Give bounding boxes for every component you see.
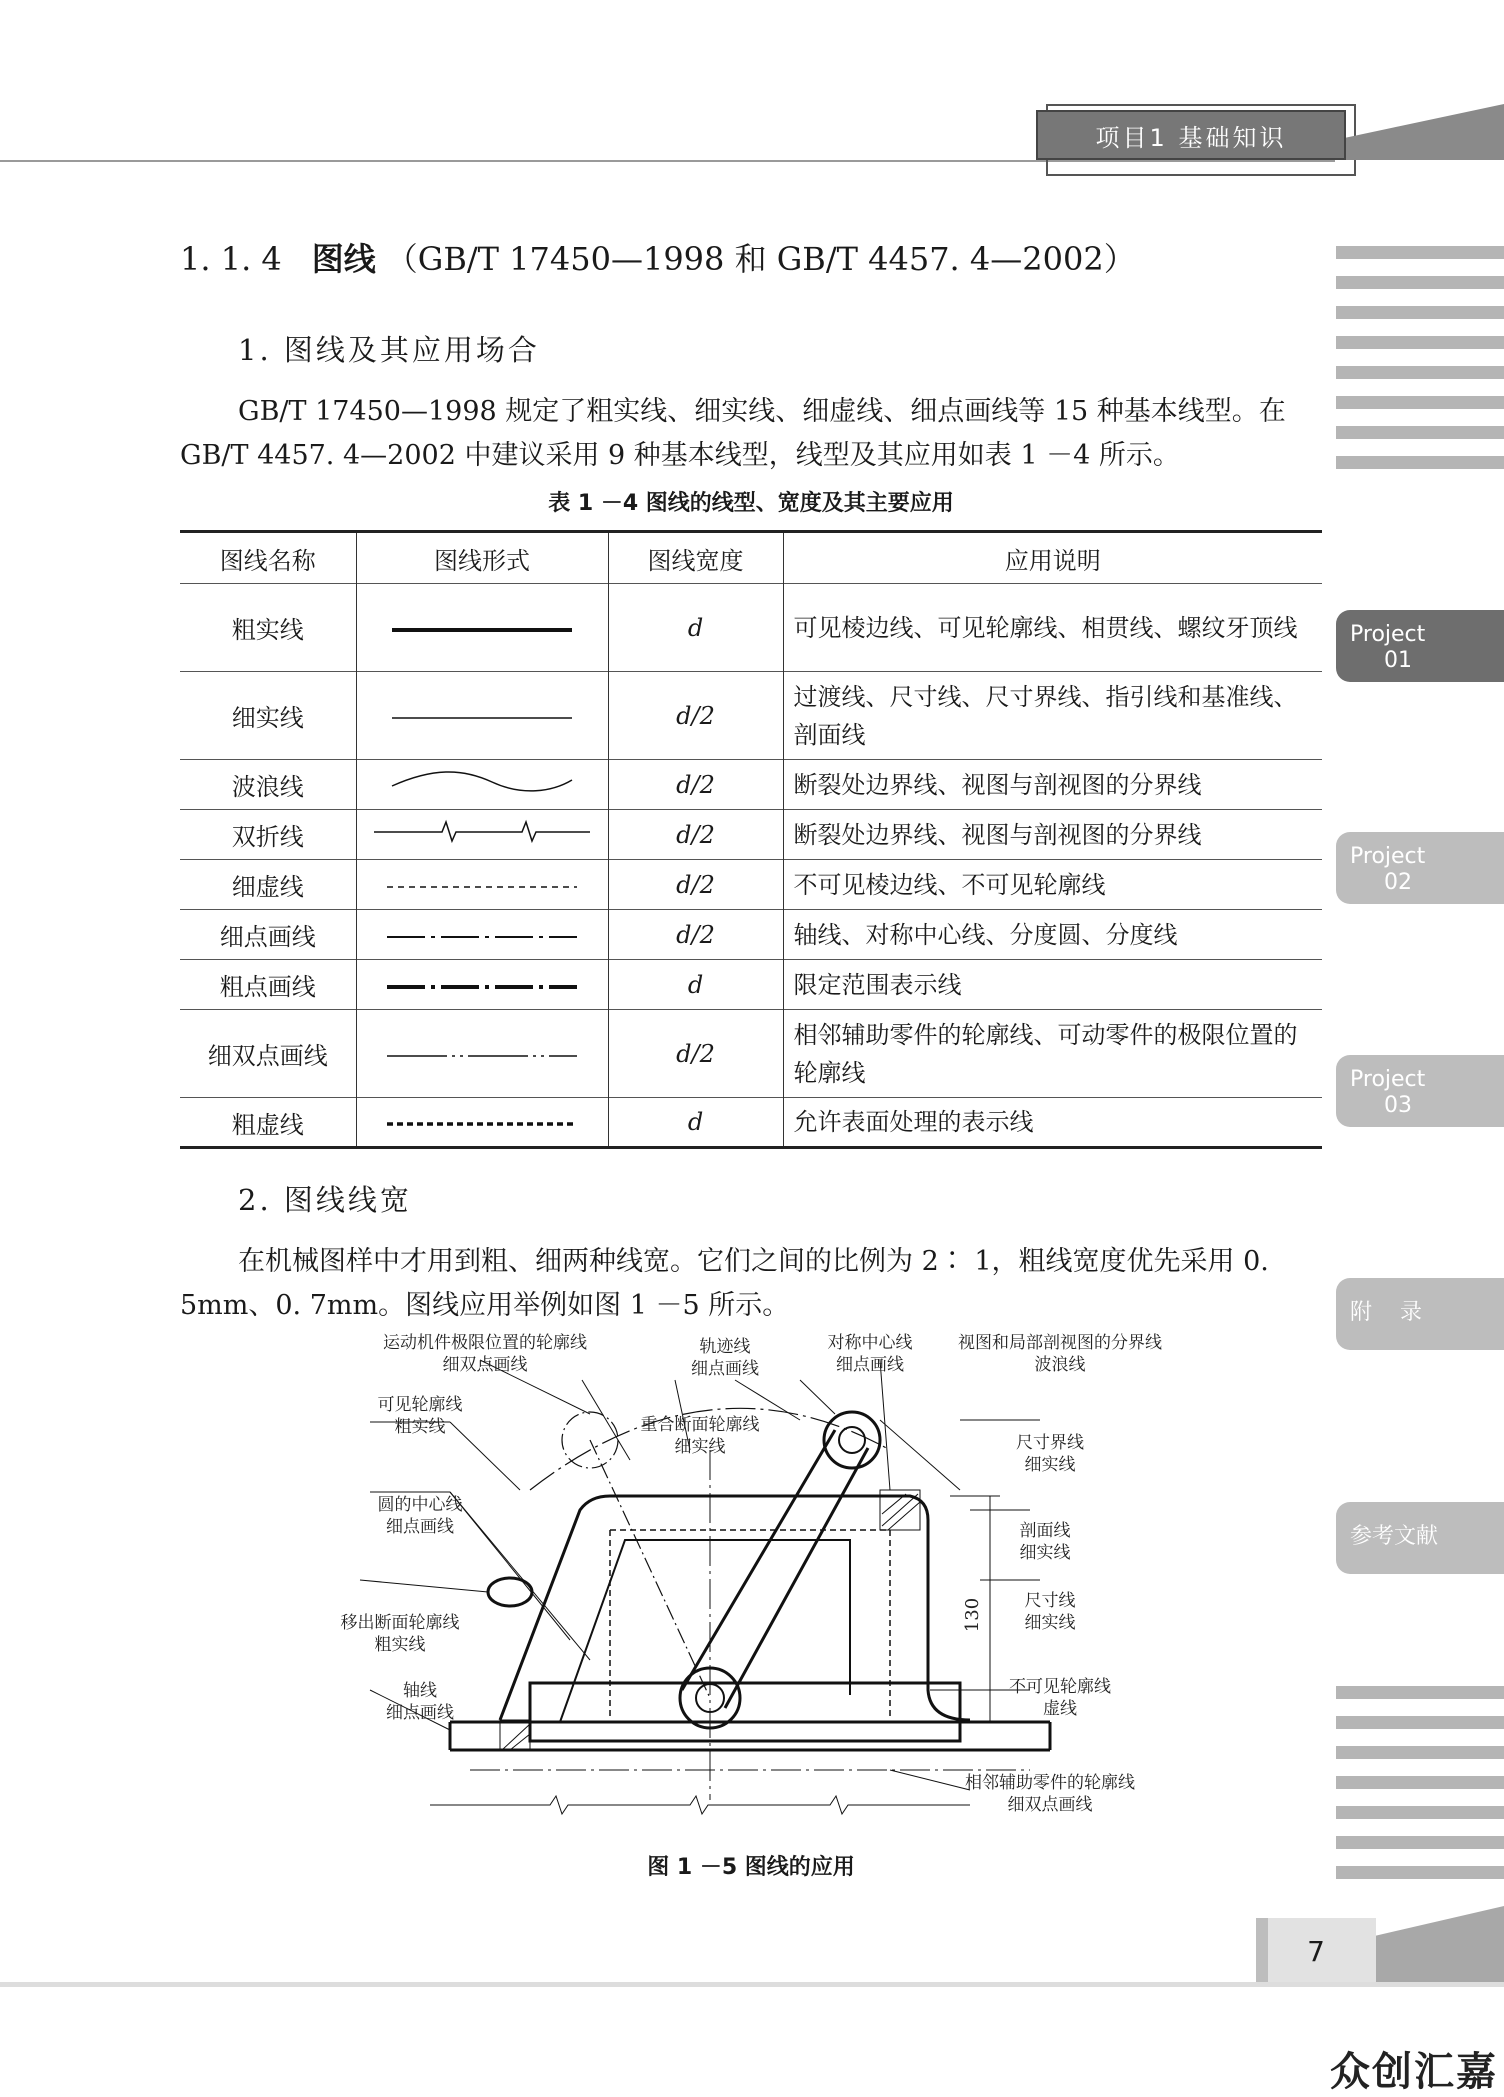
- footer-rule: [0, 1982, 1504, 1987]
- stripe-decoration: [1336, 1836, 1504, 1849]
- stripe-decoration: [1336, 306, 1504, 319]
- section-number: 1. 1. 4: [180, 240, 282, 278]
- figure-caption: 图 1 －5 图线的应用: [647, 1855, 855, 1880]
- paragraph-1: GB/T 17450—1998 规定了粗实线、细实线、细虚线、细点画线等 15 种基本线型。在 GB/T 4457. 4—2002 中建议采用 9 种基本线型，线型及其应用如表 1 －4 所示。: [180, 396, 1286, 471]
- double-break-line-sample: [372, 819, 592, 845]
- figure-label: 重合断面轮廓线: [640, 1415, 760, 1435]
- line-name: 细双点画线: [180, 1010, 356, 1098]
- line-width: d: [608, 584, 783, 672]
- thin-double-dash-dot-line-sample: [382, 1050, 582, 1062]
- section-title: 图线: [311, 240, 376, 278]
- figure-label: 粗实线: [374, 1635, 426, 1655]
- footer-slant-decoration: [1376, 1906, 1504, 1984]
- table-row: [180, 860, 1322, 910]
- stripe-decoration: [1336, 1746, 1504, 1759]
- tab-label: Project: [1350, 1067, 1426, 1092]
- figure-label: 细双点画线: [1007, 1795, 1093, 1815]
- subsection-2-title: 2. 图线线宽: [238, 1183, 412, 1217]
- figure-label: 运动机件极限位置的轮廓线: [383, 1333, 587, 1353]
- table-header: 图线形式: [356, 532, 608, 584]
- tab-appendix[interactable]: [1336, 1278, 1504, 1350]
- figure-label: 细点画线: [386, 1517, 454, 1537]
- line-usage: 相邻辅助零件的轮廓线、可动零件的极限位置的轮廓线: [783, 1010, 1322, 1098]
- table-row: [180, 910, 1322, 960]
- thick-dash-dot-line-sample: [382, 981, 582, 993]
- line-width: d/2: [608, 1010, 783, 1098]
- thin-dashed-line-sample: [382, 881, 582, 893]
- line-sample: [356, 810, 608, 860]
- tab-label: 02: [1384, 870, 1412, 895]
- tab-project-03[interactable]: [1336, 1055, 1504, 1127]
- figure-label: 细点画线: [836, 1355, 904, 1375]
- line-usage: 限定范围表示线: [783, 960, 1322, 1010]
- figure-label: 剖面线: [1019, 1521, 1071, 1541]
- figure-label: 细点画线: [386, 1703, 454, 1723]
- line-name: 粗点画线: [180, 960, 356, 1010]
- line-sample: [356, 960, 608, 1010]
- stripe-decoration: [1336, 1776, 1504, 1789]
- figure-label: 轴线: [403, 1681, 437, 1701]
- line-types-table: [180, 530, 1322, 1149]
- figure-label: 细实线: [1024, 1613, 1076, 1633]
- tab-label: 参考文献: [1350, 1524, 1439, 1549]
- header-slant-decoration: [1346, 104, 1504, 160]
- figure-label: 虚线: [1043, 1699, 1077, 1719]
- line-sample: [356, 672, 608, 760]
- tab-project-02[interactable]: [1336, 832, 1504, 904]
- section-title-suffix: （GB/T 17450—1998 和 GB/T 4457. 4—2002）: [385, 240, 1136, 278]
- subsection-1-title: 1. 图线及其应用场合: [238, 333, 540, 367]
- line-sample: [356, 1010, 608, 1098]
- line-usage-drawing: [330, 1330, 1170, 1830]
- line-usage: 可见棱边线、可见轮廓线、相贯线、螺纹牙顶线: [783, 584, 1322, 672]
- figure-label: 圆的中心线: [377, 1495, 463, 1515]
- figure-label: 细实线: [1024, 1455, 1076, 1475]
- stripe-decoration: [1336, 396, 1504, 409]
- stripe-decoration: [1336, 1866, 1504, 1879]
- table-header: 应用说明: [783, 532, 1322, 584]
- figure-label: 尺寸界线: [1016, 1433, 1084, 1453]
- figure-label: 轨迹线: [699, 1337, 751, 1357]
- tab-label: 附 录: [1350, 1300, 1422, 1325]
- line-width: d/2: [608, 672, 783, 760]
- stripe-decoration: [1336, 246, 1504, 259]
- line-usage: 不可见棱边线、不可见轮廓线: [783, 860, 1322, 910]
- table-header: 图线宽度: [608, 532, 783, 584]
- table-row: [180, 760, 1322, 810]
- line-sample: [356, 1098, 608, 1148]
- stripe-decoration: [1336, 426, 1504, 439]
- section-heading: [180, 234, 1136, 280]
- tab-label: Project: [1350, 844, 1426, 869]
- figure-label: 不可见轮廓线: [1009, 1677, 1111, 1697]
- page-number-bar-decoration: [1256, 1918, 1268, 1984]
- line-name: 细实线: [180, 672, 356, 760]
- line-usage: 过渡线、尺寸线、尺寸界线、指引线和基准线、剖面线: [783, 672, 1322, 760]
- chapter-label: 项目1 基础知识: [1036, 110, 1346, 160]
- table-row: [180, 1098, 1322, 1148]
- figure-label: 细实线: [674, 1437, 726, 1457]
- figure-label: 相邻辅助零件的轮廓线: [965, 1773, 1135, 1793]
- line-name: 波浪线: [180, 760, 356, 810]
- line-width: d: [608, 960, 783, 1010]
- figure-label: 对称中心线: [827, 1333, 913, 1353]
- figure-label: 粗实线: [394, 1417, 446, 1437]
- thick-dashed-line-sample: [382, 1118, 582, 1130]
- stripe-decoration: [1336, 366, 1504, 379]
- table-header: 图线名称: [180, 532, 356, 584]
- line-name: 粗实线: [180, 584, 356, 672]
- line-width: d/2: [608, 860, 783, 910]
- stripe-decoration: [1336, 276, 1504, 289]
- thick-solid-line-sample: [382, 624, 582, 636]
- table-row: [180, 672, 1322, 760]
- stripe-decoration: [1336, 1806, 1504, 1819]
- figure-label: 可见轮廓线: [377, 1395, 463, 1415]
- line-sample: [356, 910, 608, 960]
- figure-label: 细实线: [1019, 1543, 1071, 1563]
- wavy-line-sample: [382, 770, 582, 794]
- table-caption: 表 1 －4 图线的线型、宽度及其主要应用: [548, 491, 954, 516]
- table-row: [180, 1010, 1322, 1098]
- drawing-base: [530, 1683, 960, 1741]
- line-sample: [356, 760, 608, 810]
- line-width: d/2: [608, 810, 783, 860]
- line-name: 细虚线: [180, 860, 356, 910]
- tab-references[interactable]: [1336, 1502, 1504, 1574]
- stripe-decoration: [1336, 336, 1504, 349]
- line-width: d/2: [608, 910, 783, 960]
- figure-label: 波浪线: [1034, 1355, 1086, 1375]
- tab-label: 03: [1384, 1093, 1412, 1118]
- stripe-decoration: [1336, 1686, 1504, 1699]
- line-width: d/2: [608, 760, 783, 810]
- line-usage: 断裂处边界线、视图与剖视图的分界线: [783, 760, 1322, 810]
- table-row: [180, 960, 1322, 1010]
- figure-label: 细点画线: [691, 1359, 759, 1379]
- page-number: 7: [1256, 1918, 1376, 1984]
- line-name: 粗虚线: [180, 1098, 356, 1148]
- stripe-decoration: [1336, 456, 1504, 469]
- line-sample: [356, 584, 608, 672]
- tab-project-01[interactable]: [1336, 610, 1504, 682]
- figure-label: 移出断面轮廓线: [340, 1613, 460, 1633]
- watermark-logo: 众创汇嘉: [1330, 2049, 1498, 2095]
- line-usage: 允许表面处理的表示线: [783, 1098, 1322, 1148]
- line-usage: 轴线、对称中心线、分度圆、分度线: [783, 910, 1322, 960]
- tab-label: Project: [1350, 622, 1426, 647]
- line-name: 双折线: [180, 810, 356, 860]
- thin-dash-dot-line-sample: [382, 931, 582, 943]
- thin-solid-line-sample: [382, 712, 582, 724]
- line-sample: [356, 860, 608, 910]
- line-width: d: [608, 1098, 783, 1148]
- figure-label: 视图和局部剖视图的分界线: [958, 1333, 1162, 1353]
- paragraph-2: 在机械图样中才用到粗、细两种线宽。它们之间的比例为 2∶ 1，粗线宽度优先采用 0. 5mm、0. 7mm。图线应用举例如图 1 －5 所示。: [180, 1246, 1269, 1321]
- table-header-row: [180, 532, 1322, 584]
- figure-label: 尺寸线: [1024, 1591, 1076, 1611]
- dimension-value: 130: [962, 1597, 983, 1633]
- line-name: 细点画线: [180, 910, 356, 960]
- figure-label: 细双点画线: [442, 1355, 528, 1375]
- tab-label: 01: [1384, 648, 1412, 673]
- table-row: [180, 584, 1322, 672]
- table-row: [180, 810, 1322, 860]
- stripe-decoration: [1336, 1716, 1504, 1729]
- line-usage: 断裂处边界线、视图与剖视图的分界线: [783, 810, 1322, 860]
